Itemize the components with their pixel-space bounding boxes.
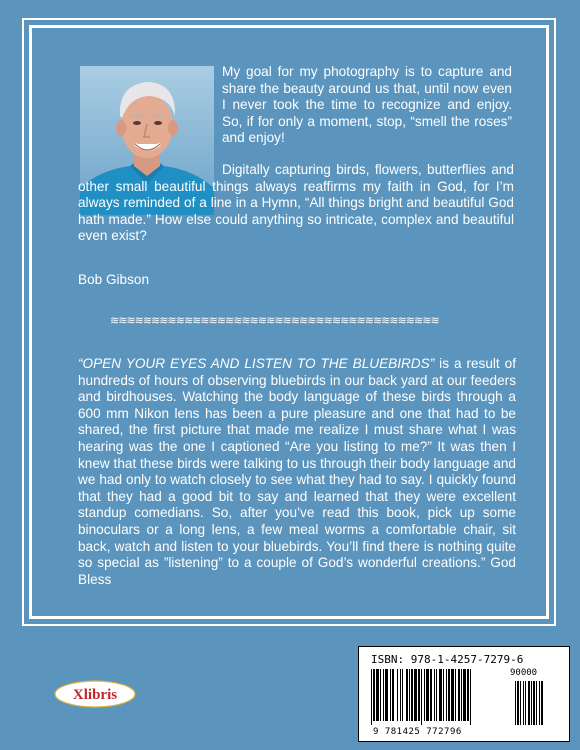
blurb-body: is a result of hundreds of hours of observing bluebirds in our back yard at our feeders and birdhouses. Watching the body language of these birds through a 600 mm Nikon lens has been a pure pleasure and one that had to be shared, the first picture that made me realize I must share what I was hearing was the one I captioned “Are you listing to me?” It was then I knew that these birds were talking to us through their body language and we had only to watch closely to see what they had to say. I quickly found that they had a good bit to say and learned that they were excellent standup comedians. So, after you’ve read this book, pick up some binoculars or a long lens, a few meal worms a comfortable chair, sit back, watch and listen to your bluebirds. You’ll find there is nothing quite so special as ”listening” to a couple of God’s wonderful creations.” God Bless (78, 356, 516, 587)
ean-number: 9 781425 772796 (373, 727, 462, 737)
isbn-barcode-box (358, 646, 570, 742)
bio-paragraph-1: My goal for my photography is to capture and share the beauty around us that, until now even I never took the time to recognize and enjoy. So, if for only a moment, stop, “smell the roses” and enjoy! (222, 64, 512, 146)
author-signature: Bob Gibson (78, 272, 150, 287)
isbn-addon-number: 90000 (510, 668, 538, 678)
ornamental-divider: ≋≋≋≋≋≋≋≋≋≋≋≋≋≋≋≋≋≋≋≋≋≋≋≋≋≋≋≋≋≋≋≋≋≋≋≋≋≋≋≋ (110, 315, 439, 327)
book-blurb (78, 356, 516, 588)
xlibris-logo (54, 680, 136, 708)
bio-paragraph-2: Digitally capturing birds, flowers, butterflies and other small beautiful things always reaffirms my faith in God, for I’m always reminded of a line in a Hymn, “All things bright and beautiful God hath made.” How else could anything so intricate, complex and beautiful even exist? (78, 162, 514, 244)
logo-text: Xlibris (72, 687, 118, 703)
isbn-label: ISBN: 978-1-4257-7279-6 (371, 653, 524, 666)
book-title: “OPEN YOUR EYES AND LISTEN TO THE BLUEBIRDS” (78, 356, 435, 371)
